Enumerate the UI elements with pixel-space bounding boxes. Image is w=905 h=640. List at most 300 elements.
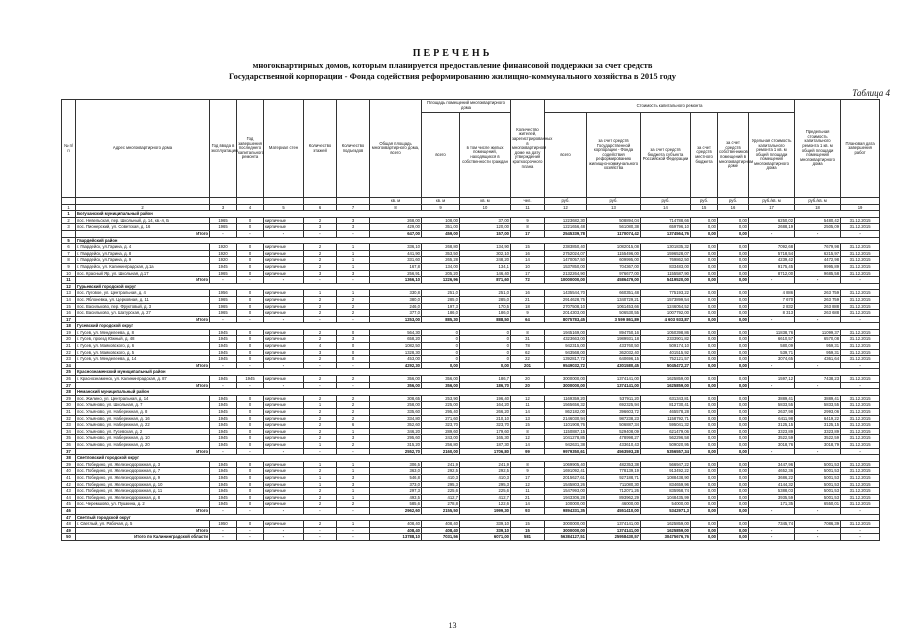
table-cell: 0,00 bbox=[691, 474, 718, 481]
table-cell: 2 bbox=[337, 376, 370, 383]
table-cell: 12 bbox=[511, 435, 545, 442]
table-cell: 1945 bbox=[210, 428, 237, 435]
table-cell: 315,20 bbox=[370, 441, 422, 448]
table-cell: 1950 bbox=[210, 521, 237, 528]
table-cell: 0,00 bbox=[691, 494, 718, 501]
table-cell: 0 bbox=[460, 356, 511, 363]
table-row bbox=[62, 250, 880, 257]
header-residents: Количество жителей, зарегистрированных в многоквартирном доме на дату утверждения краткосрочного плана bbox=[511, 100, 545, 198]
table-cell: 108,00 bbox=[422, 217, 460, 224]
table-cell: 15 bbox=[511, 527, 545, 534]
header-num: № п/п bbox=[62, 100, 76, 198]
table-cell: 258,00 bbox=[370, 402, 422, 409]
table-cell: 453,00 bbox=[370, 356, 422, 363]
table-cell: 0,00 bbox=[691, 382, 718, 389]
table-cell: 2 bbox=[304, 244, 337, 251]
table-cell: кирпичные bbox=[264, 250, 304, 257]
address-cell: пос. Победино, ул. Железнодорожная, д. 7 bbox=[76, 468, 210, 475]
table-cell: 1435544,70 bbox=[545, 290, 587, 297]
table-cell: 0,00 bbox=[718, 290, 749, 297]
table-cell: 5388,03 bbox=[749, 488, 795, 495]
table-cell: 1625859,00 bbox=[641, 382, 691, 389]
subtotal-row bbox=[62, 382, 880, 389]
table-cell: 2 bbox=[304, 488, 337, 495]
table-cell: кирпичные bbox=[264, 501, 304, 508]
table-cell: кирпичные bbox=[264, 303, 304, 310]
table-cell: 33 bbox=[62, 422, 76, 429]
table-cell: 2 bbox=[304, 435, 337, 442]
table-cell: 6071,00 bbox=[460, 534, 511, 541]
row-number: 5 bbox=[62, 237, 76, 244]
table-cell: 8 313 bbox=[749, 310, 795, 317]
table-cell: 40 bbox=[62, 468, 76, 475]
table-cell: кирпичные bbox=[264, 435, 304, 442]
table-cell: 2146030,94 bbox=[545, 415, 587, 422]
table-cell: 2 bbox=[304, 356, 337, 363]
table-cell: 6250,02 bbox=[749, 217, 795, 224]
total-label: Итого bbox=[76, 362, 210, 369]
table-cell: - bbox=[749, 230, 795, 237]
table-cell: кирпичные bbox=[264, 310, 304, 317]
table-cell: 3018,79 bbox=[795, 441, 841, 448]
table-cell: 0,00 bbox=[718, 501, 749, 508]
unit-cell bbox=[304, 198, 337, 205]
table-cell: 3 bbox=[337, 336, 370, 343]
table-row bbox=[62, 257, 880, 264]
table-cell: 1340729,21 bbox=[587, 296, 641, 303]
table-cell: 1150887,15 bbox=[545, 428, 587, 435]
table-cell: 0,00 bbox=[718, 244, 749, 251]
column-number: 5 bbox=[264, 204, 304, 211]
table-cell: 17 bbox=[511, 230, 545, 237]
table-cell: 1945169,00 bbox=[545, 329, 587, 336]
total-label: Итого bbox=[76, 527, 210, 534]
table-cell: 1088438,90 bbox=[641, 474, 691, 481]
table-cell: 21 bbox=[511, 296, 545, 303]
table-cell: 243,00 bbox=[422, 435, 460, 442]
table-cell: - bbox=[841, 448, 880, 455]
table-cell: 5833,55 bbox=[749, 402, 795, 409]
table-cell: 0,00 bbox=[718, 435, 749, 442]
table-cell: 3323,89 bbox=[749, 428, 795, 435]
table-cell: 15 bbox=[62, 303, 76, 310]
table-cell: 1169359,20 bbox=[545, 395, 587, 402]
table-cell: 2 bbox=[304, 494, 337, 501]
table-cell: 506887,34 bbox=[587, 422, 641, 429]
table-cell: 0 bbox=[237, 488, 264, 495]
table-cell bbox=[62, 230, 76, 237]
total-label: Итого bbox=[76, 316, 210, 323]
table-cell: 99 bbox=[511, 448, 545, 455]
table-cell: 31.12.2015 bbox=[841, 290, 880, 297]
table-cell: 1041278,85 bbox=[545, 435, 587, 442]
table-cell: 888,50 bbox=[460, 316, 511, 323]
table-cell: 278,8 bbox=[422, 501, 460, 508]
table-cell: 3 bbox=[62, 224, 76, 231]
table-cell: 263 759 bbox=[795, 296, 841, 303]
table-cell: 752121,57 bbox=[641, 356, 691, 363]
column-number: 4 bbox=[237, 204, 264, 211]
table-cell: - bbox=[264, 382, 304, 389]
table-cell: 263 888 bbox=[795, 303, 841, 310]
table-cell: 196,40 bbox=[460, 395, 511, 402]
table-cell: 2 bbox=[62, 217, 76, 224]
table-cell: 714788,66 bbox=[641, 217, 691, 224]
header-total-area: Общая площадь многоквартирного дома, всего bbox=[370, 100, 422, 198]
table-cell: 658,20 bbox=[370, 336, 422, 343]
table-cell: 5342971,3 bbox=[641, 507, 691, 514]
table-cell: - bbox=[337, 230, 370, 237]
municipality-header-row bbox=[62, 283, 880, 290]
table-row bbox=[62, 428, 880, 435]
table-cell: 1573899,54 bbox=[641, 296, 691, 303]
table-cell: - bbox=[210, 316, 237, 323]
table-cell: 1945 bbox=[210, 441, 237, 448]
address-cell: г. Светлый, ул. Рабочая, д. 5 bbox=[76, 521, 210, 528]
column-number: 17 bbox=[749, 204, 795, 211]
table-cell: - bbox=[210, 448, 237, 455]
table-cell: 31.12.2015 bbox=[841, 310, 880, 317]
table-cell: 266,20 bbox=[460, 409, 511, 416]
table-cell: 0 bbox=[422, 349, 460, 356]
table-cell: 186,0 bbox=[422, 310, 460, 317]
table-cell: 334,80 bbox=[370, 415, 422, 422]
table-cell: кирпичные bbox=[264, 395, 304, 402]
table-cell: кирпичные bbox=[264, 356, 304, 363]
header-cost-owners: за счет средств собственников помещений в многоквартирном доме bbox=[718, 113, 749, 198]
municipality-header-row bbox=[62, 389, 880, 396]
table-cell: 225,00 bbox=[422, 402, 460, 409]
table-cell: 1945 bbox=[210, 329, 237, 336]
subtotal-row bbox=[62, 362, 880, 369]
table-cell: 959,31 bbox=[795, 349, 841, 356]
table-cell: - bbox=[795, 534, 841, 541]
table-cell: 2552,70 bbox=[370, 448, 422, 455]
table-cell: 2 bbox=[304, 263, 337, 270]
table-cell: 0 bbox=[422, 343, 460, 350]
table-cell: - bbox=[337, 382, 370, 389]
table-number: Таблица 4 bbox=[852, 88, 890, 98]
table-cell: - bbox=[237, 230, 264, 237]
table-cell: 871,60 bbox=[460, 277, 511, 284]
table-cell: 580,09 bbox=[749, 343, 795, 350]
table-cell: 31.12.2015 bbox=[841, 250, 880, 257]
table-cell: 0 bbox=[237, 474, 264, 481]
address-cell: пос. Луговое, ул. Центральная, д. 4 bbox=[76, 290, 210, 297]
table-cell: 373,0 bbox=[370, 481, 422, 488]
table-cell: - bbox=[264, 277, 304, 284]
table-cell: 0 bbox=[460, 329, 511, 336]
unit-cell: руб. bbox=[718, 198, 749, 205]
table-cell: 9 bbox=[511, 217, 545, 224]
table-cell: 3000000,00 bbox=[545, 376, 587, 383]
column-number: 16 bbox=[718, 204, 749, 211]
table-cell: - bbox=[210, 230, 237, 237]
table-row bbox=[62, 409, 880, 416]
table-cell: 0,00 bbox=[718, 343, 749, 350]
table-cell: 0,00 bbox=[718, 224, 749, 231]
table-cell: - bbox=[210, 507, 237, 514]
table-cell: - bbox=[304, 534, 337, 541]
table-cell: 1945 bbox=[210, 343, 237, 350]
table-row bbox=[62, 263, 880, 270]
unit-cell: руб. bbox=[691, 198, 718, 205]
table-row bbox=[62, 303, 880, 310]
table-cell: 410,3 bbox=[422, 474, 460, 481]
units-row bbox=[62, 198, 880, 205]
table-cell: 2 bbox=[304, 250, 337, 257]
table-cell: кирпичные bbox=[264, 521, 304, 528]
table-cell: 0,00 bbox=[718, 415, 749, 422]
table-cell: 3 bbox=[337, 481, 370, 488]
table-cell: 631343,81 bbox=[641, 395, 691, 402]
table-cell: 346,20 bbox=[370, 428, 422, 435]
table-row bbox=[62, 343, 880, 350]
table-cell: 0,00 bbox=[718, 461, 749, 468]
table-cell: 72 bbox=[511, 277, 545, 284]
housing-list-table bbox=[61, 99, 880, 541]
table-cell: 1945 bbox=[237, 376, 264, 383]
table-cell: 146,40 bbox=[460, 270, 511, 277]
table-cell: 0,00 bbox=[718, 217, 749, 224]
table-cell: 251,0 bbox=[422, 290, 460, 297]
table-cell: 564,30 bbox=[370, 329, 422, 336]
address-cell: пос. Ульяново, ул. Набережная, д. 8 bbox=[76, 409, 210, 416]
table-cell: 1965 bbox=[210, 303, 237, 310]
table-cell: 4361,64 bbox=[795, 356, 841, 363]
table-cell: 31.12.2015 bbox=[841, 376, 880, 383]
table-cell: 100000,00 bbox=[545, 501, 587, 508]
table-cell: 5001,53 bbox=[795, 468, 841, 475]
table-cell: 4551410,00 bbox=[587, 507, 641, 514]
table-cell: 31.12.2015 bbox=[841, 428, 880, 435]
header-entrances: Количество подъездов bbox=[337, 100, 370, 198]
table-cell: 248,20 bbox=[460, 257, 511, 264]
table-cell: 339,10 bbox=[460, 527, 511, 534]
table-cell: 353,50 bbox=[422, 250, 460, 257]
table-cell: 5001,53 bbox=[795, 494, 841, 501]
table-cell: 187,30 bbox=[460, 441, 511, 448]
table-cell: 0,00 bbox=[718, 329, 749, 336]
table-cell: кирпичные bbox=[264, 376, 304, 383]
table-cell: - bbox=[237, 507, 264, 514]
table-cell: 0 bbox=[337, 329, 370, 336]
table-cell: 8 bbox=[511, 224, 545, 231]
table-cell: 36 bbox=[62, 441, 76, 448]
table-cell: 1965 bbox=[210, 224, 237, 231]
table-cell: 31.12.2015 bbox=[841, 336, 880, 343]
table-cell: 3125,15 bbox=[795, 422, 841, 429]
table-cell: 0 bbox=[237, 494, 264, 501]
table-cell: - bbox=[841, 362, 880, 369]
table-cell: 2 bbox=[337, 402, 370, 409]
table-cell: 31.12.2015 bbox=[841, 409, 880, 416]
municipality-header-row bbox=[62, 323, 880, 330]
table-cell: 7345,74 bbox=[749, 521, 795, 528]
municipality-header-row bbox=[62, 237, 880, 244]
table-cell: 609995,00 bbox=[587, 257, 641, 264]
subtotal-row bbox=[62, 277, 880, 284]
table-cell: 9175,45 bbox=[749, 263, 795, 270]
table-cell: 2688,19 bbox=[749, 224, 795, 231]
table-cell: 0,00 bbox=[691, 441, 718, 448]
table-cell: кирпичные bbox=[264, 468, 304, 475]
table-cell: - bbox=[210, 534, 237, 541]
table-cell: - bbox=[304, 507, 337, 514]
table-cell: 308,65 bbox=[370, 395, 422, 402]
table-cell: 31.12.2015 bbox=[841, 494, 880, 501]
table-cell: 48 bbox=[62, 521, 76, 528]
table-cell: 356,00 bbox=[370, 376, 422, 383]
table-cell: 263 759 bbox=[795, 290, 841, 297]
table-cell: - bbox=[264, 527, 304, 534]
table-cell: 862182,00 bbox=[545, 409, 587, 416]
table-cell: 835958,74 bbox=[641, 488, 691, 495]
table-cell: 2015627,61 bbox=[545, 474, 587, 481]
table-cell: 31.12.2015 bbox=[841, 329, 880, 336]
table-cell: 408,40 bbox=[370, 527, 422, 534]
table-cell: - bbox=[264, 448, 304, 455]
table-cell: 2 bbox=[337, 395, 370, 402]
table-cell: кирпичные bbox=[264, 402, 304, 409]
table-cell: 5833,55 bbox=[795, 402, 841, 409]
table-cell: - bbox=[304, 316, 337, 323]
header-row-1 bbox=[62, 100, 880, 113]
address-cell: г. Гусев, ул. Менделеева, д. 8 bbox=[76, 329, 210, 336]
table-cell: 306,5 bbox=[370, 461, 422, 468]
table-cell: 5001,53 bbox=[795, 481, 841, 488]
column-number: 11 bbox=[511, 204, 545, 211]
table-cell: 429,00 bbox=[370, 224, 422, 231]
table-cell: 31.12.2015 bbox=[841, 521, 880, 528]
table-cell: 265,28 bbox=[422, 257, 460, 264]
municipality-name: Светловский городской округ bbox=[76, 455, 880, 462]
table-cell: 0,00 bbox=[718, 263, 749, 270]
total-label: Итого bbox=[76, 507, 210, 514]
table-cell: 0,00 bbox=[718, 296, 749, 303]
table-cell: 12 bbox=[511, 395, 545, 402]
table-cell: 0 bbox=[237, 224, 264, 231]
table-cell: 1301835,32 bbox=[641, 244, 691, 251]
row-number: 38 bbox=[62, 455, 76, 462]
table-cell: 4652,36 bbox=[749, 468, 795, 475]
table-cell: - bbox=[304, 527, 337, 534]
table-cell: 11099,37 bbox=[795, 329, 841, 336]
table-cell: 1 bbox=[337, 263, 370, 270]
table-cell: 2 bbox=[337, 501, 370, 508]
table-cell: 17 bbox=[511, 474, 545, 481]
table-cell: кирпичные bbox=[264, 257, 304, 264]
table-cell: 0,00 bbox=[718, 303, 749, 310]
table-cell: 0 bbox=[237, 521, 264, 528]
table-cell: 2 bbox=[337, 296, 370, 303]
table-cell: - bbox=[841, 230, 880, 237]
table-cell: 2 bbox=[304, 296, 337, 303]
header-area-group: Площадь помещений многоквартирного дома bbox=[422, 100, 511, 113]
table-cell: 13 bbox=[62, 290, 76, 297]
unit-cell: руб./кв. м bbox=[749, 198, 795, 205]
table-cell: 459,00 bbox=[422, 230, 460, 237]
table-cell: 165,30 bbox=[460, 435, 511, 442]
table-row bbox=[62, 461, 880, 468]
table-cell: 595041,32 bbox=[641, 422, 691, 429]
doc-title: ПЕРЕЧЕНЬ bbox=[412, 48, 493, 59]
table-cell: 1101908,76 bbox=[545, 422, 587, 429]
table-cell: - bbox=[749, 534, 795, 541]
table-cell: 1170074,42 bbox=[587, 230, 641, 237]
table-cell: 942315,00 bbox=[545, 343, 587, 350]
table-cell: 31.12.2015 bbox=[841, 488, 880, 495]
table-cell: 9 bbox=[511, 468, 545, 475]
table-cell: 21 bbox=[62, 343, 76, 350]
table-cell: 31.12.2015 bbox=[841, 263, 880, 270]
table-cell: 31.12.2015 bbox=[841, 217, 880, 224]
row-number: 25 bbox=[62, 369, 76, 376]
table-cell: кирпичные bbox=[264, 461, 304, 468]
table-cell: 0 bbox=[237, 257, 264, 264]
address-cell: пос. Ульяново, ул. Набережная, д. 22 bbox=[76, 422, 210, 429]
table-cell: 775193,22 bbox=[641, 290, 691, 297]
column-number: 3 bbox=[210, 204, 237, 211]
table-cell: 0,00 bbox=[691, 428, 718, 435]
table-cell: 1 bbox=[337, 428, 370, 435]
table-cell: 0,00 bbox=[691, 277, 718, 284]
table-cell: 1374141,00 bbox=[587, 382, 641, 389]
table-cell: 171,35 bbox=[749, 501, 795, 508]
table-cell: 15 bbox=[511, 244, 545, 251]
table-cell: - bbox=[749, 448, 795, 455]
table-cell: 2 bbox=[304, 415, 337, 422]
table-cell: 0,00 bbox=[691, 468, 718, 475]
table-cell: 2 bbox=[304, 329, 337, 336]
table-cell: 210,10 bbox=[460, 415, 511, 422]
table-cell: 289,60 bbox=[422, 428, 460, 435]
table-cell: 54000,00 bbox=[641, 501, 691, 508]
table-cell: 0 bbox=[237, 468, 264, 475]
table-cell: 1226,96 bbox=[422, 277, 460, 284]
table-cell: 1945 bbox=[210, 349, 237, 356]
table-cell: 46000,00 bbox=[587, 501, 641, 508]
table-cell: 31.12.2015 bbox=[841, 468, 880, 475]
table-cell: 0,00 bbox=[691, 296, 718, 303]
table-cell: 3447,96 bbox=[749, 461, 795, 468]
table-cell: 0,00 bbox=[718, 230, 749, 237]
table-cell: кирпичные bbox=[264, 343, 304, 350]
table-cell: 8 bbox=[511, 428, 545, 435]
table-cell: 31.12.2015 bbox=[841, 441, 880, 448]
table-cell: 6 bbox=[337, 422, 370, 429]
table-cell: - bbox=[210, 362, 237, 369]
table-cell: 2 bbox=[304, 303, 337, 310]
table-cell: 1374564,76 bbox=[641, 230, 691, 237]
table-cell: 351,00 bbox=[422, 224, 460, 231]
table-cell: 1253,00 bbox=[370, 316, 422, 323]
table-cell: 1048435,99 bbox=[641, 494, 691, 501]
table-cell: - bbox=[304, 362, 337, 369]
unit-cell: руб./кв. м bbox=[795, 198, 841, 205]
table-cell: 0 bbox=[237, 441, 264, 448]
table-cell: 263 688 bbox=[795, 310, 841, 317]
table-cell: 167,8 bbox=[370, 263, 422, 270]
table-cell: 295,3 bbox=[460, 481, 511, 488]
header-cost-fund: за счет средств Государственной корпорации - Фонда содействия реформированию жилищно-коммунального хозяйства bbox=[587, 113, 641, 198]
table-cell: 1943306,28 bbox=[545, 494, 587, 501]
table-cell: 1596528,07 bbox=[641, 250, 691, 257]
table-cell: 3686,22 bbox=[749, 474, 795, 481]
table-cell: 0,00 bbox=[718, 277, 749, 284]
table-cell: 0,00 bbox=[718, 507, 749, 514]
table-cell: 509020,95 bbox=[641, 441, 691, 448]
